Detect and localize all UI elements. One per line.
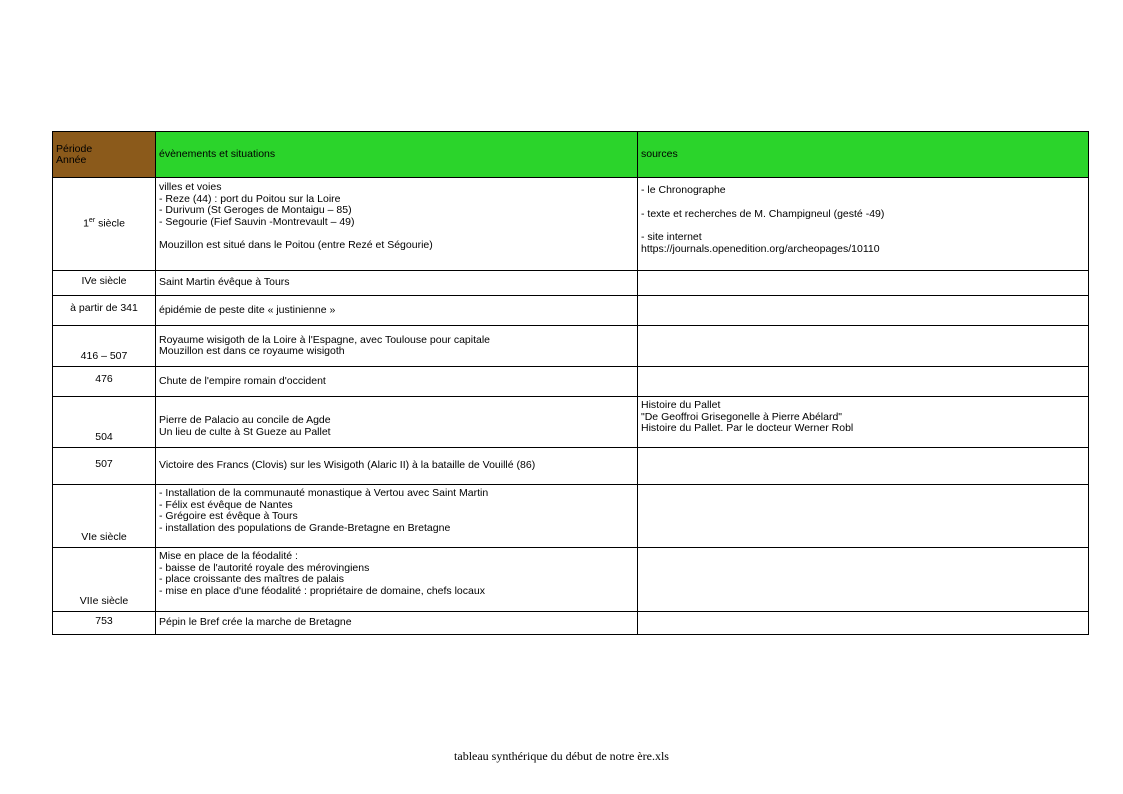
event-line: épidémie de peste dite « justinienne »: [159, 303, 336, 316]
timeline-table: [52, 131, 1089, 635]
events-cell: [156, 178, 638, 271]
table-row: [53, 326, 1089, 367]
events-cell: [156, 612, 638, 635]
period-cell: à partir de 341: [53, 296, 156, 326]
source-line: "De Geoffroi Grisegonelle à Pierre Abélard": [641, 410, 843, 423]
header-row: [53, 132, 1089, 178]
event-line: Pépin le Bref crée la marche de Bretagne: [159, 616, 352, 629]
period-cell: 416 – 507: [53, 326, 156, 367]
header-year-label: Année: [56, 153, 87, 166]
event-line: Pierre de Palacio au concile de Agde: [159, 414, 331, 426]
period-cell: IVe siècle: [53, 271, 156, 296]
events-cell: [156, 485, 638, 548]
event-line: villes et voies: [159, 181, 222, 193]
table-row: [53, 367, 1089, 397]
period-cell: 504: [53, 397, 156, 448]
page-footer: tableau synthérique du début de notre ère.xls: [454, 749, 669, 763]
events-cell: [156, 296, 638, 326]
period-cell: 507: [53, 448, 156, 485]
sources-cell: [638, 397, 1089, 448]
event-line: Un lieu de culte à St Gueze au Pallet: [159, 425, 331, 438]
event-line: Saint Martin évêque à Tours: [159, 276, 290, 289]
sources-cell: [638, 271, 1089, 296]
event-line: - place croissante des maîtres de palais: [159, 573, 345, 585]
event-line: Mouzillon est dans ce royaume wisigoth: [159, 345, 345, 357]
sources-cell: [638, 612, 1089, 635]
event-line: - Grégoire est évêque à Tours: [159, 510, 298, 522]
event-line: - Durivum (St Geroges de Montaigu – 85): [159, 204, 352, 216]
table-row: [53, 548, 1089, 612]
period-cell: VIe siècle: [53, 485, 156, 548]
source-line: - le Chronographe: [641, 184, 726, 196]
table-row: [53, 271, 1089, 296]
period-cell: 1er siècle: [53, 178, 156, 271]
event-line: - Installation de la communauté monastique à Vertou avec Saint Martin: [159, 487, 489, 499]
period-cell: 476: [53, 367, 156, 397]
sources-cell: [638, 296, 1089, 326]
events-cell: [156, 367, 638, 397]
event-line: Mouzillon est situé dans le Poitou (entre Rezé et Ségourie): [159, 239, 433, 251]
table-row: [53, 397, 1089, 448]
events-cell: [156, 448, 638, 485]
event-line: - Félix est évêque de Nantes: [159, 498, 293, 511]
sources-cell: [638, 326, 1089, 367]
header-events: évènements et situations: [156, 132, 638, 178]
event-line: - Segourie (Fief Sauvin -Montrevault – 49): [159, 215, 355, 228]
header-period-label: Période: [56, 142, 93, 155]
period-cell: VIIe siècle: [53, 548, 156, 612]
event-line: - mise en place d'une féodalité : propriétaire de domaine, chefs locaux: [159, 584, 485, 597]
events-cell: [156, 326, 638, 367]
events-cell: [156, 271, 638, 296]
event-line: - Reze (44) : port du Poitou sur la Loire: [159, 192, 341, 205]
table-row: [53, 485, 1089, 548]
event-line: Royaume wisigoth de la Loire à l'Espagne, avec Toulouse pour capitale: [159, 333, 491, 346]
event-line: Mise en place de la féodalité :: [159, 550, 298, 562]
event-line: - baisse de l'autorité royale des mérovingiens: [159, 561, 370, 574]
sources-cell: [638, 485, 1089, 548]
event-line: - installation des populations de Grande-Bretagne en Bretagne: [159, 521, 451, 534]
source-line: https://journals.openedition.org/archeopages/10110: [641, 242, 880, 255]
table-row: [53, 178, 1089, 271]
event-line: Victoire des Francs (Clovis) sur les Wisigoth (Alaric II) à la bataille de Vouillé (86): [159, 459, 536, 472]
table-row: [53, 612, 1089, 635]
source-line: - site internet: [641, 231, 702, 243]
table-row: [53, 448, 1089, 485]
event-line: Chute de l'empire romain d'occident: [159, 374, 326, 387]
sources-cell: [638, 548, 1089, 612]
source-line: Histoire du Pallet. Par le docteur Werner Robl: [641, 422, 854, 434]
sources-cell: [638, 178, 1089, 271]
source-line: - texte et recherches de M. Champigneul (gesté -49): [641, 207, 885, 220]
sources-cell: [638, 367, 1089, 397]
events-cell: [156, 397, 638, 448]
table-row: [53, 296, 1089, 326]
period-cell: 753: [53, 612, 156, 635]
header-sources: sources: [638, 132, 1089, 178]
source-line: Histoire du Pallet: [641, 399, 721, 411]
events-cell: [156, 548, 638, 612]
header-period: [53, 132, 156, 178]
sources-cell: [638, 448, 1089, 485]
